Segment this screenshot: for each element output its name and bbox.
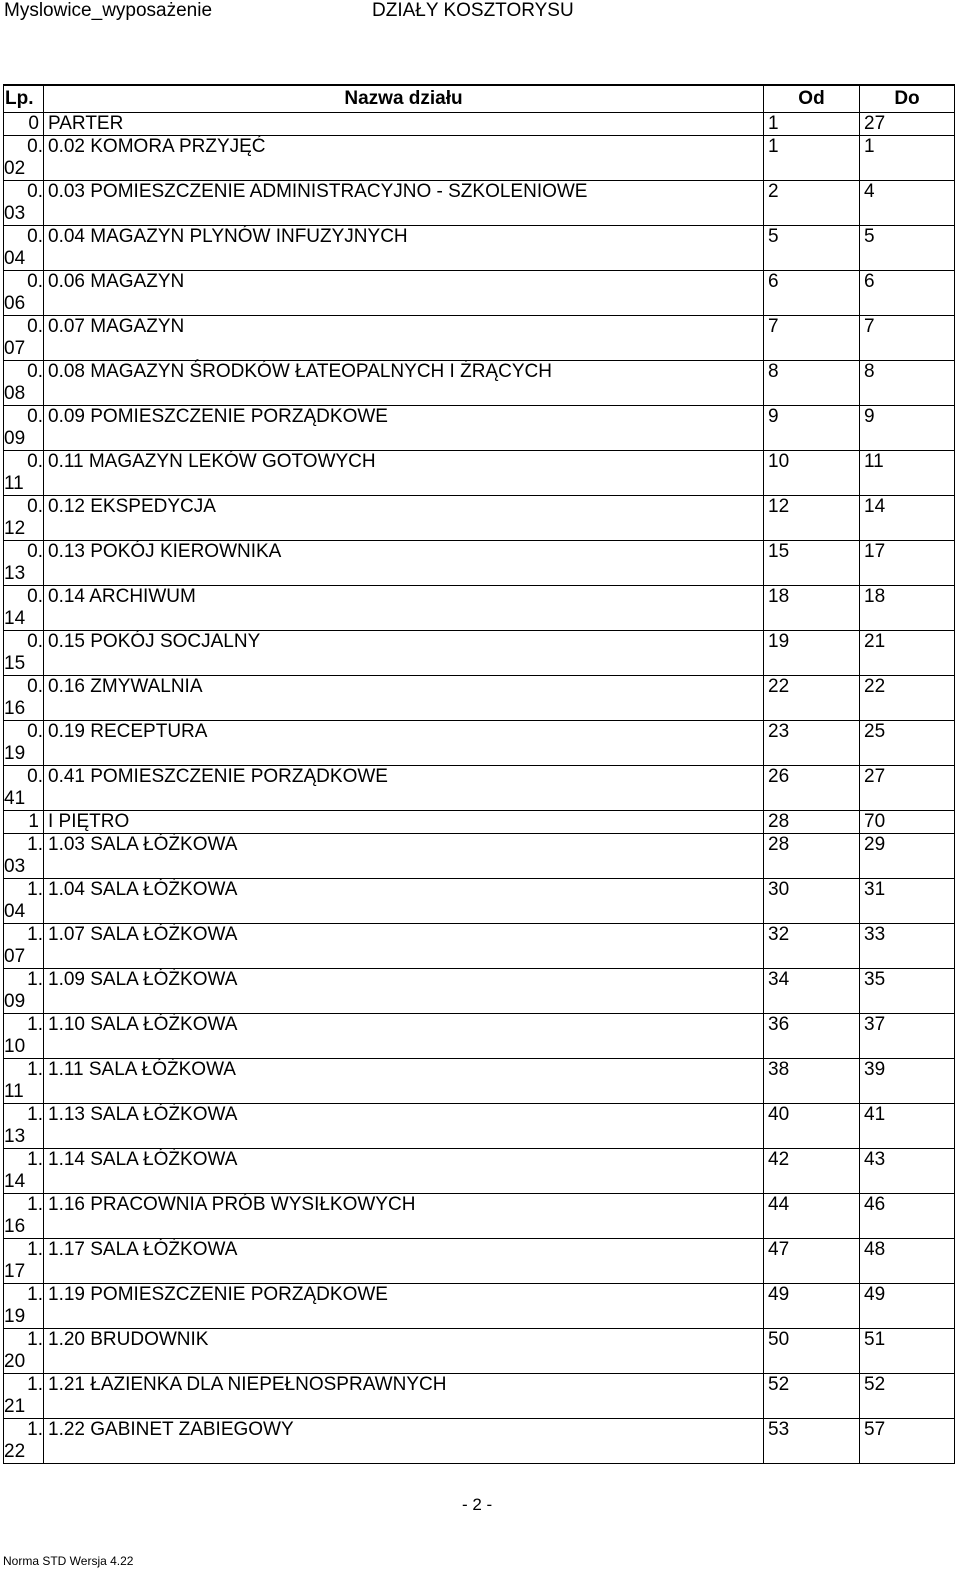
row-lp-part: 1. <box>27 924 43 945</box>
row-od: 32 <box>764 924 860 969</box>
row-lp-part: 1. <box>27 1149 43 1170</box>
row-lp-part: 0. <box>27 226 43 247</box>
row-od: 40 <box>764 1104 860 1149</box>
row-od: 22 <box>764 676 860 721</box>
row-lp-part: 16 <box>4 698 26 719</box>
row-lp-part: 0. <box>27 451 43 472</box>
row-lp <box>4 676 44 721</box>
row-do: 27 <box>860 113 955 136</box>
row-lp <box>4 1239 44 1284</box>
row-name: 0.08 MAGAZYN ŚRODKÓW ŁATEOPALNYCH I ŻRĄCYCH <box>44 361 764 406</box>
row-lp <box>4 631 44 676</box>
row-lp-part: 1. <box>27 1329 43 1350</box>
table-row <box>4 271 955 316</box>
row-lp-part: 1. <box>27 1059 43 1080</box>
row-name: 0.16 ZMYWALNIA <box>44 676 764 721</box>
row-lp-part: 13 <box>4 1126 26 1147</box>
row-lp <box>4 879 44 924</box>
row-od: 9 <box>764 406 860 451</box>
row-name: 1.10 SALA ŁÓŻKOWA <box>44 1014 764 1059</box>
row-name: 1.20 BRUDOWNIK <box>44 1329 764 1374</box>
table-row <box>4 1194 955 1239</box>
row-lp-part: 0. <box>27 631 43 652</box>
row-lp-part: 21 <box>4 1396 26 1417</box>
row-do: 7 <box>860 316 955 361</box>
column-header-name: Nazwa działu <box>44 85 764 113</box>
row-lp-part: 0. <box>27 406 43 427</box>
row-name: 0.19 RECEPTURA <box>44 721 764 766</box>
row-name: 1.22 GABINET ZABIEGOWY <box>44 1419 764 1464</box>
row-name: 1.17 SALA ŁÓŻKOWA <box>44 1239 764 1284</box>
table-row <box>4 969 955 1014</box>
row-od: 44 <box>764 1194 860 1239</box>
row-od: 30 <box>764 879 860 924</box>
row-do: 51 <box>860 1329 955 1374</box>
row-lp <box>4 811 44 834</box>
row-do: 27 <box>860 766 955 811</box>
row-do: 70 <box>860 811 955 834</box>
row-lp-part: 04 <box>4 248 26 269</box>
row-name: 1.13 SALA ŁÓŻKOWA <box>44 1104 764 1149</box>
row-name: I PIĘTRO <box>44 811 764 834</box>
row-od: 2 <box>764 181 860 226</box>
row-od: 5 <box>764 226 860 271</box>
row-lp <box>4 1329 44 1374</box>
row-lp <box>4 1149 44 1194</box>
page-number: - 2 - <box>462 1495 493 1514</box>
row-od: 50 <box>764 1329 860 1374</box>
row-od: 6 <box>764 271 860 316</box>
row-lp-part: 0. <box>27 361 43 382</box>
row-lp-part: 0. <box>27 181 43 202</box>
row-lp-part: 0. <box>27 721 43 742</box>
row-lp-part: 1 <box>28 811 39 832</box>
row-name: 0.12 EKSPEDYCJA <box>44 496 764 541</box>
row-lp-part: 20 <box>4 1351 26 1372</box>
row-lp <box>4 924 44 969</box>
row-lp-part: 1. <box>27 1014 43 1035</box>
row-do: 49 <box>860 1284 955 1329</box>
column-header-od: Od <box>764 85 860 113</box>
row-do: 33 <box>860 924 955 969</box>
row-do: 41 <box>860 1104 955 1149</box>
row-name: 0.06 MAGAZYN <box>44 271 764 316</box>
row-do: 31 <box>860 879 955 924</box>
row-do: 43 <box>860 1149 955 1194</box>
row-lp <box>4 406 44 451</box>
row-lp-part: 0. <box>27 136 43 157</box>
row-name: 1.21 ŁAZIENKA DLA NIEPEŁNOSPRAWNYCH <box>44 1374 764 1419</box>
row-lp <box>4 181 44 226</box>
row-lp-part: 1. <box>27 1104 43 1125</box>
table-row <box>4 676 955 721</box>
row-lp <box>4 113 44 136</box>
row-name: 0.07 MAGAZYN <box>44 316 764 361</box>
row-od: 10 <box>764 451 860 496</box>
row-lp-part: 11 <box>4 1081 24 1102</box>
table-row <box>4 496 955 541</box>
row-od: 28 <box>764 811 860 834</box>
table-row <box>4 879 955 924</box>
row-name: 0.02 KOMORA PRZYJĘĆ <box>44 136 764 181</box>
row-lp-part: 04 <box>4 901 26 922</box>
sections-table <box>3 84 955 1464</box>
table-row <box>4 541 955 586</box>
row-do: 35 <box>860 969 955 1014</box>
row-lp-part: 0 <box>28 113 39 134</box>
row-od: 12 <box>764 496 860 541</box>
table-row <box>4 1239 955 1284</box>
table-row <box>4 226 955 271</box>
row-lp-part: 1. <box>27 1194 43 1215</box>
table-row <box>4 316 955 361</box>
table-row <box>4 113 955 136</box>
row-lp <box>4 361 44 406</box>
row-name: 0.03 POMIESZCZENIE ADMINISTRACYJNO - SZKOLENIOWE <box>44 181 764 226</box>
row-lp <box>4 586 44 631</box>
row-od: 34 <box>764 969 860 1014</box>
row-lp <box>4 271 44 316</box>
row-lp <box>4 226 44 271</box>
row-lp-part: 02 <box>4 158 26 179</box>
row-name: 0.14 ARCHIWUM <box>44 586 764 631</box>
row-lp-part: 1. <box>27 969 43 990</box>
row-do: 1 <box>860 136 955 181</box>
row-lp <box>4 766 44 811</box>
row-od: 28 <box>764 834 860 879</box>
row-od: 38 <box>764 1059 860 1104</box>
row-lp <box>4 1419 44 1464</box>
table-row <box>4 1104 955 1149</box>
row-lp-part: 16 <box>4 1216 26 1237</box>
row-lp-part: 0. <box>27 586 43 607</box>
row-do: 9 <box>860 406 955 451</box>
row-lp-part: 17 <box>4 1261 26 1282</box>
document-title: Myslowice_wyposażenie <box>4 0 213 21</box>
table-row <box>4 361 955 406</box>
row-lp-part: 07 <box>4 946 26 967</box>
table-row <box>4 586 955 631</box>
row-name: 1.03 SALA ŁÓŻKOWA <box>44 834 764 879</box>
row-lp-part: 0. <box>27 541 43 562</box>
row-lp-part: 19 <box>4 1306 26 1327</box>
row-lp-part: 1. <box>27 1374 43 1395</box>
row-od: 42 <box>764 1149 860 1194</box>
row-od: 26 <box>764 766 860 811</box>
table-row <box>4 811 955 834</box>
row-lp-part: 15 <box>4 653 26 674</box>
row-od: 52 <box>764 1374 860 1419</box>
row-lp <box>4 1194 44 1239</box>
row-od: 19 <box>764 631 860 676</box>
row-lp-part: 0. <box>27 676 43 697</box>
row-lp-part: 10 <box>4 1036 26 1057</box>
row-lp-part: 1. <box>27 1239 43 1260</box>
row-od: 53 <box>764 1419 860 1464</box>
row-lp-part: 0. <box>27 271 43 292</box>
table-row <box>4 766 955 811</box>
table-row <box>4 406 955 451</box>
table-row <box>4 136 955 181</box>
row-lp <box>4 1374 44 1419</box>
row-od: 18 <box>764 586 860 631</box>
row-lp-part: 03 <box>4 856 26 877</box>
row-name: 1.11 SALA ŁÓŻKOWA <box>44 1059 764 1104</box>
row-lp-part: 03 <box>4 203 26 224</box>
table-row <box>4 721 955 766</box>
row-lp <box>4 1014 44 1059</box>
table-header-row <box>4 85 955 113</box>
row-do: 11 <box>860 451 955 496</box>
row-do: 22 <box>860 676 955 721</box>
row-do: 6 <box>860 271 955 316</box>
row-od: 1 <box>764 113 860 136</box>
row-lp-part: 07 <box>4 338 26 359</box>
row-do: 46 <box>860 1194 955 1239</box>
row-do: 37 <box>860 1014 955 1059</box>
row-name: 0.11 MAGAZYN LEKÓW GOTOWYCH <box>44 451 764 496</box>
row-lp <box>4 1284 44 1329</box>
row-lp-part: 41 <box>4 788 26 809</box>
row-lp-part: 14 <box>4 608 26 629</box>
row-lp <box>4 1104 44 1149</box>
row-do: 4 <box>860 181 955 226</box>
table-row <box>4 1419 955 1464</box>
row-lp <box>4 316 44 361</box>
row-do: 17 <box>860 541 955 586</box>
row-name: 1.04 SALA ŁÓŻKOWA <box>44 879 764 924</box>
row-lp-part: 13 <box>4 563 26 584</box>
row-name: 0.04 MAGAZYN PLYNÓW INFUZYJNYCH <box>44 226 764 271</box>
row-lp <box>4 721 44 766</box>
row-lp-part: 1. <box>27 879 43 900</box>
row-do: 18 <box>860 586 955 631</box>
row-lp-part: 1. <box>27 1284 43 1305</box>
table-row <box>4 1284 955 1329</box>
row-name: 1.07 SALA ŁÓŻKOWA <box>44 924 764 969</box>
row-do: 48 <box>860 1239 955 1284</box>
row-do: 29 <box>860 834 955 879</box>
table-row <box>4 834 955 879</box>
row-lp-part: 1. <box>27 834 43 855</box>
report-title: DZIAŁY KOSZTORYSU <box>372 0 574 21</box>
row-lp-part: 1. <box>27 1419 43 1440</box>
row-od: 15 <box>764 541 860 586</box>
row-do: 57 <box>860 1419 955 1464</box>
row-lp-part: 11 <box>4 473 24 494</box>
footer-version: Norma STD Wersja 4.22 <box>3 1554 134 1568</box>
row-name: 0.41 POMIESZCZENIE PORZĄDKOWE <box>44 766 764 811</box>
row-name: 1.19 POMIESZCZENIE PORZĄDKOWE <box>44 1284 764 1329</box>
row-lp-part: 0. <box>27 766 43 787</box>
table-row <box>4 1329 955 1374</box>
column-header-do: Do <box>860 85 955 113</box>
row-lp <box>4 451 44 496</box>
table-row <box>4 181 955 226</box>
table-row <box>4 1014 955 1059</box>
row-lp <box>4 496 44 541</box>
row-od: 7 <box>764 316 860 361</box>
row-lp-part: 22 <box>4 1441 26 1462</box>
row-lp <box>4 969 44 1014</box>
row-name: PARTER <box>44 113 764 136</box>
table-row <box>4 1374 955 1419</box>
row-do: 52 <box>860 1374 955 1419</box>
row-od: 23 <box>764 721 860 766</box>
row-lp-part: 12 <box>4 518 26 539</box>
row-do: 39 <box>860 1059 955 1104</box>
row-lp-part: 14 <box>4 1171 26 1192</box>
row-name: 1.14 SALA ŁÓŻKOWA <box>44 1149 764 1194</box>
table-row <box>4 451 955 496</box>
row-od: 36 <box>764 1014 860 1059</box>
row-lp-part: 06 <box>4 293 26 314</box>
row-lp-part: 09 <box>4 991 26 1012</box>
row-od: 8 <box>764 361 860 406</box>
row-od: 49 <box>764 1284 860 1329</box>
row-lp-part: 08 <box>4 383 26 404</box>
row-do: 8 <box>860 361 955 406</box>
row-do: 25 <box>860 721 955 766</box>
row-name: 1.09 SALA ŁÓŻKOWA <box>44 969 764 1014</box>
row-lp-part: 09 <box>4 428 26 449</box>
table-row <box>4 1149 955 1194</box>
row-name: 0.15 POKÓJ SOCJALNY <box>44 631 764 676</box>
row-name: 1.16 PRACOWNIA PRÓB WYSIŁKOWYCH <box>44 1194 764 1239</box>
row-lp <box>4 834 44 879</box>
row-lp <box>4 541 44 586</box>
table-row <box>4 1059 955 1104</box>
row-name: 0.13 POKÓJ KIEROWNIKA <box>44 541 764 586</box>
row-do: 5 <box>860 226 955 271</box>
column-header-lp: Lp. <box>4 85 44 113</box>
row-do: 21 <box>860 631 955 676</box>
row-lp-part: 0. <box>27 316 43 337</box>
row-lp-part: 0. <box>27 496 43 517</box>
row-lp <box>4 1059 44 1104</box>
table-row <box>4 631 955 676</box>
table-row <box>4 924 955 969</box>
row-do: 14 <box>860 496 955 541</box>
row-lp-part: 19 <box>4 743 26 764</box>
row-od: 1 <box>764 136 860 181</box>
row-od: 47 <box>764 1239 860 1284</box>
row-lp <box>4 136 44 181</box>
row-name: 0.09 POMIESZCZENIE PORZĄDKOWE <box>44 406 764 451</box>
